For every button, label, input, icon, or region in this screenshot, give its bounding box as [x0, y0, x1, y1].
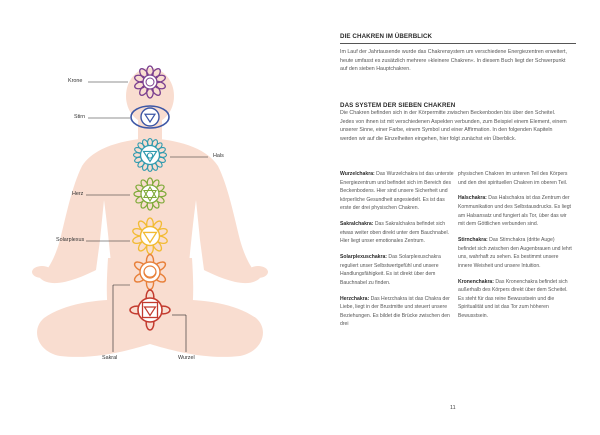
chakra-description: [458, 236, 574, 270]
text-column: [340, 0, 576, 430]
label-wurzel: Wurzel: [178, 355, 195, 361]
chakra-text: Das Wurzelchakra ist das unterste Energiezentrum und befindet sich im Bereich des Beckenbodens. Hier sind unsere Sicherheit und körperliche Gesundheit angesiedelt. Es ist das erste der drei physischen Chakren.: [340, 171, 454, 212]
label-sakral: Sakral: [102, 355, 118, 361]
chakra-text: Das Herzchakra ist das Chakra der Liebe, liegt in der Brustmitte und steuert unsere Beziehungen. Es bildet die Brücke zwischen den drei: [340, 295, 450, 328]
chakra-text: Das Stirnchakra (dritte Auge) befindet sich zwischen den Augenbrauen und lehrt uns, wahrhaft zu sehen. Es bestimmt unsere innere Weisheit und unsere Intuition.: [458, 236, 572, 269]
chakra-text: Das Kronenchakra befindet sich außerhalb des Körpers direkt über dem Scheitel. Es steht für das reine Bewusstsein und die Spiritualität und ist das Tor zum höheren Bewusstsein.: [458, 278, 568, 319]
chakra-term: Wurzelchakra:: [340, 171, 375, 177]
chakra-description: [340, 220, 456, 246]
section-title: DAS SYSTEM DER SIEBEN CHAKREN: [340, 102, 456, 109]
section-paragraph: Die Chakren befinden sich in der Körpermitte zwischen Beckenboden bis über den Scheitel. Jedes von ihnen ist mit verschiedenen Aspekten verbunden, zum Beispiel einem Element, einem unserer Sinne, einer Farbe, einem Symbol und einer Affirmation. In den folgenden Kapiteln werden wir auf die Einzelheiten eingehen, hier folgt zunächst ein Überblick.: [340, 110, 567, 142]
right-text-column: [458, 170, 574, 328]
chakra-description: [458, 170, 574, 187]
page-title: DIE CHAKREN IM ÜBERBLICK: [340, 33, 433, 40]
chakra-text: Das Solarplexuschakra reguliert unser Selbstwertgefühl und unsere Handlungsfähigkeit. Es ist direkt über dem Bauchnabel zu finden.: [340, 254, 441, 286]
chakra-text: Das Halschakra ist das Zentrum der Kommunikation und des Selbstausdrucks. Es liegt am Halsansatz und fungiert als Tor, über das wir mit dem Göttlichen verbunden sind.: [458, 195, 571, 228]
chakra-text: Das Sakralchakra befindet sich etwas weiter oben direkt unter dem Bauchnabel. Hier liegt unser emotionales Zentrum.: [340, 221, 450, 245]
page-number: 11: [450, 405, 456, 411]
chakra-description: [340, 295, 456, 329]
chakra-description: [458, 194, 574, 228]
label-krone: Krone: [68, 78, 83, 84]
chakra-term: Kronenchakra:: [458, 278, 494, 285]
chakra-description: [340, 253, 456, 287]
label-hals: Hals: [213, 153, 224, 159]
intro-paragraph: Im Lauf der Jahrtausende wurde das Chakrensystem um verschiedene Energiezentren erweitert, heute umfasst es zusätzlich mehrere »kleinere Chakren«. In diesem Buch liegt der Schwerpunkt auf den sieben Hauptchakren.: [340, 49, 568, 73]
chakra-term: Halschakra:: [458, 195, 487, 202]
label-herz: Herz: [72, 191, 84, 197]
chakra-term: Stirnchakra:: [458, 236, 488, 243]
title-divider: [340, 43, 576, 44]
left-text-column: [340, 170, 456, 336]
chakra-description: [340, 170, 456, 213]
chakra-text: physischen Chakren im unteren Teil des Körpers und den drei spirituellen Chakren im oberen Teil.: [458, 171, 568, 186]
chakra-description: [458, 278, 574, 321]
chakra-term: Herzchakra:: [340, 295, 370, 302]
label-solarplexus: Solarplexus: [56, 237, 85, 243]
chakra-term: Solarplexuschakra:: [340, 254, 387, 261]
label-stirn: Stirn: [74, 114, 86, 120]
chakra-term: Sakralchakra:: [340, 221, 374, 228]
